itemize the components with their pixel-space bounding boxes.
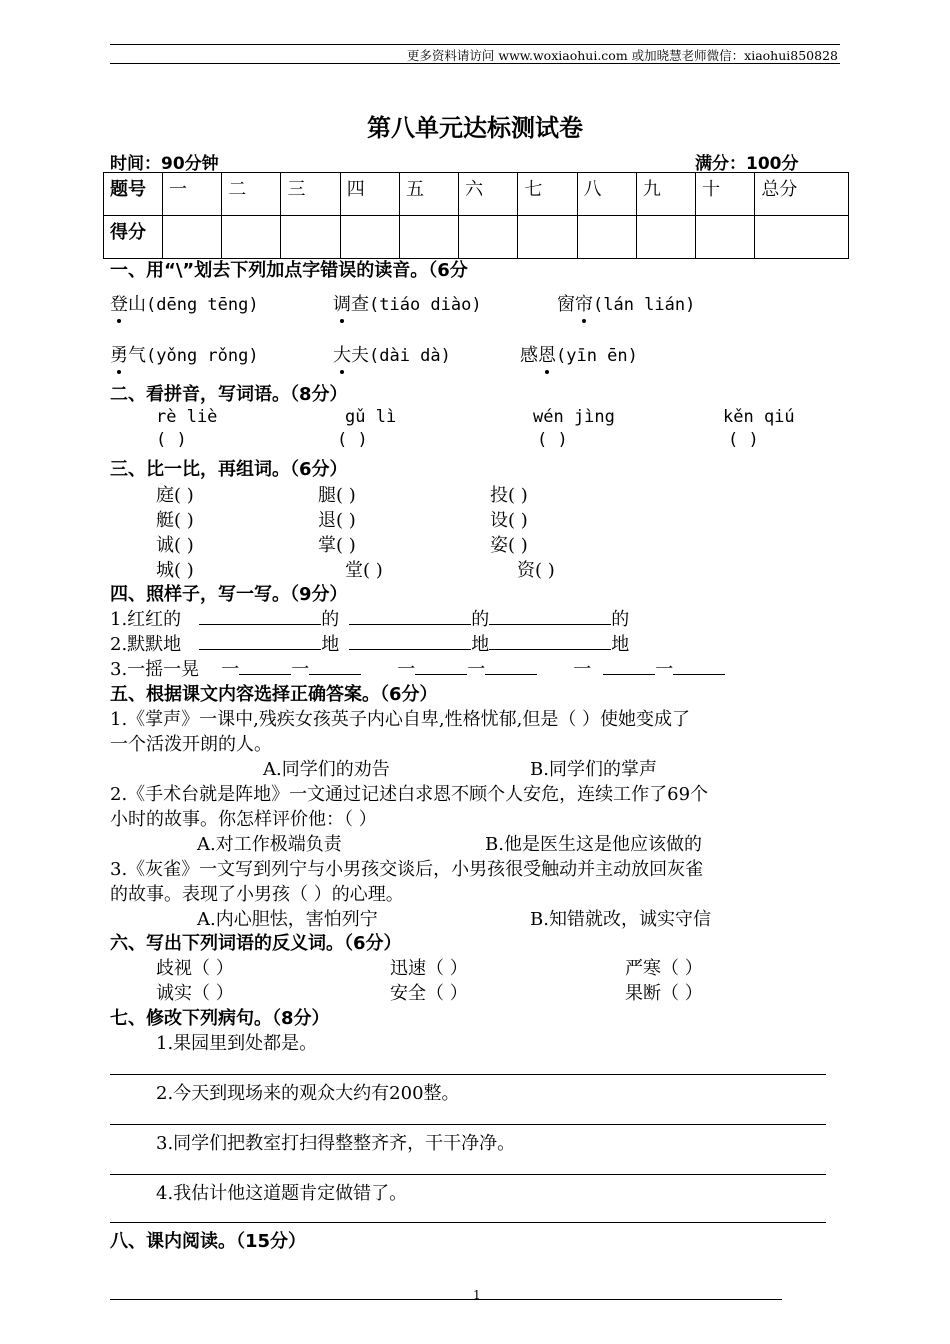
fill-blank[interactable] <box>489 631 611 650</box>
compare-word-blank[interactable]: 城( ) <box>156 560 194 581</box>
score-table-score-row <box>104 216 849 259</box>
question-text: 的故事。表现了小男孩（ ）的心理。 <box>110 884 404 905</box>
compare-word-blank[interactable]: 庭( ) <box>156 485 194 506</box>
section-2-heading: 二、看拼音，写词语。（8分） <box>110 384 348 405</box>
antonym-blank[interactable]: 果断（ ） <box>625 983 703 1004</box>
compare-word-blank[interactable]: 诚( ) <box>156 535 194 556</box>
option-b[interactable]: B.知错就改，诚实守信 <box>530 909 711 930</box>
sick-sentence: 3.同学们把教室打扫得整整齐齐，干干净净。 <box>156 1133 516 1154</box>
yi-char: 一 <box>655 659 674 680</box>
word-char: 夫 <box>351 345 369 366</box>
pattern-suffix: 的 <box>471 609 490 630</box>
section-4-heading: 四、照样子，写一写。（9分） <box>110 584 348 605</box>
score-table <box>103 172 849 259</box>
fill-blank[interactable] <box>415 656 467 675</box>
pinyin-prompt: wén jìng <box>533 407 615 427</box>
pinyin-options: (lán lián) <box>593 295 696 315</box>
score-cell: 三 <box>281 173 340 216</box>
pinyin-item <box>110 341 259 367</box>
answer-line[interactable] <box>110 1174 826 1175</box>
dotted-char: 勇 <box>110 341 128 367</box>
score-blank-cell[interactable] <box>399 216 458 259</box>
answer-line[interactable] <box>110 1124 826 1125</box>
dotted-char: 大 <box>333 341 351 367</box>
compare-word-blank[interactable]: 堂( ) <box>345 560 383 581</box>
pinyin-item <box>333 290 482 316</box>
question-text: 一个活泼开朗的人。 <box>110 734 272 755</box>
pinyin-item <box>110 290 259 316</box>
score-cell: 九 <box>636 173 695 216</box>
score-cell: 六 <box>459 173 518 216</box>
fill-blank[interactable] <box>239 656 291 675</box>
sick-sentence: 1.果园里到处都是。 <box>156 1033 318 1054</box>
score-cell: 题号 <box>104 173 163 216</box>
fill-blank[interactable] <box>603 656 655 675</box>
fill-blank[interactable] <box>485 656 537 675</box>
header-note: 更多资料请访问 www.woxiaohui.com 或加晓慧老师微信：xiaohui850828 <box>406 48 838 63</box>
score-blank-cell[interactable] <box>340 216 399 259</box>
pattern-example: 2.默默地 <box>110 634 182 655</box>
fill-blank[interactable] <box>309 656 361 675</box>
footer-rule <box>110 1299 782 1300</box>
fill-blank[interactable] <box>489 606 611 625</box>
option-b[interactable]: B.他是医生这是他应该做的 <box>485 834 702 855</box>
word-char: 感 <box>520 345 538 366</box>
answer-line[interactable] <box>110 1222 826 1223</box>
score-blank-cell[interactable] <box>518 216 577 259</box>
score-blank-cell[interactable] <box>163 216 222 259</box>
option-a[interactable]: A.内心胆怯，害怕列宁 <box>197 909 378 930</box>
pinyin-options: (tiáo diào) <box>369 295 482 315</box>
score-blank-cell[interactable] <box>222 216 281 259</box>
score-cell: 二 <box>222 173 281 216</box>
score-blank-cell[interactable] <box>696 216 755 259</box>
score-cell: 七 <box>518 173 577 216</box>
yi-char: 一 <box>291 659 310 680</box>
question-text: 小时的故事。你怎样评价他：（ ） <box>110 809 377 830</box>
pinyin-item <box>333 341 451 367</box>
section-6-heading: 六、写出下列词语的反义词。（6分） <box>110 933 402 954</box>
pinyin-prompt: gǔ lì <box>345 407 397 427</box>
score-cell: 十 <box>696 173 755 216</box>
score-blank-cell[interactable] <box>281 216 340 259</box>
answer-blank[interactable]: ( ) <box>156 430 187 450</box>
compare-word-blank[interactable]: 设( ) <box>490 510 528 531</box>
page-title: 第八单元达标测试卷 <box>367 114 583 142</box>
score-cell: 五 <box>399 173 458 216</box>
header-rule-bottom <box>110 63 840 64</box>
section-8-heading: 八、课内阅读。（15分） <box>110 1231 307 1252</box>
option-b[interactable]: B.同学们的掌声 <box>530 759 657 780</box>
word-char: 气 <box>128 345 146 366</box>
word-char: 查 <box>351 294 369 315</box>
yi-char: 一 <box>573 659 592 680</box>
pattern-line-3 <box>110 655 725 681</box>
word-char: 窗 <box>557 294 575 315</box>
score-cell: 总分 <box>755 173 849 216</box>
pinyin-prompt: rè liè <box>156 407 218 427</box>
pattern-line-2 <box>110 630 629 656</box>
answer-blank[interactable]: ( ) <box>337 430 368 450</box>
yi-char: 一 <box>397 659 416 680</box>
score-cell: 四 <box>340 173 399 216</box>
pinyin-item <box>557 290 695 316</box>
question-text: 1.《掌声》一课中,残疾女孩英子内心自卑,性格忧郁,但是（ ）使她变成了 <box>110 709 691 730</box>
pinyin-options: (yīn ēn) <box>556 346 638 366</box>
answer-blank[interactable]: ( ) <box>537 430 568 450</box>
pinyin-options: (dēng tēng) <box>146 295 259 315</box>
pinyin-options: (dài dà) <box>369 346 451 366</box>
pattern-suffix: 的 <box>321 609 340 630</box>
score-row-label: 得分 <box>104 216 163 259</box>
score-cell: 八 <box>577 173 636 216</box>
header-rule-top <box>110 44 840 45</box>
section-1-heading: 一、用“\”划去下列加点字错误的读音。（6分 <box>110 260 468 281</box>
section-7-heading: 七、修改下列病句。（8分） <box>110 1008 330 1029</box>
compare-word-blank[interactable]: 姿( ) <box>490 535 528 556</box>
pattern-example: 3.一摇一晃 <box>110 659 200 680</box>
pattern-suffix: 的 <box>611 609 630 630</box>
fill-blank[interactable] <box>199 631 321 650</box>
section-5-heading: 五、根据课文内容选择正确答案。（6分） <box>110 684 438 705</box>
fill-blank[interactable] <box>199 606 321 625</box>
pattern-suffix: 地 <box>611 634 630 655</box>
time-label: 时间：90分钟 <box>110 154 219 174</box>
compare-word-blank[interactable]: 掌( ) <box>318 535 356 556</box>
antonym-blank[interactable]: 安全（ ） <box>390 983 468 1004</box>
option-a[interactable]: A.对工作极端负责 <box>197 834 342 855</box>
section-3-heading: 三、比一比，再组词。（6分） <box>110 459 348 480</box>
score-table-header-row <box>104 173 849 216</box>
yi-char: 一 <box>467 659 486 680</box>
fill-blank[interactable] <box>349 631 471 650</box>
answer-line[interactable] <box>110 1074 826 1075</box>
pinyin-item <box>520 341 638 367</box>
score-blank-cell[interactable] <box>755 216 849 259</box>
pattern-suffix: 地 <box>471 634 490 655</box>
word-char: 山 <box>128 294 146 315</box>
antonym-blank[interactable]: 严寒（ ） <box>625 958 703 979</box>
sick-sentence: 4.我估计他这道题肯定做错了。 <box>156 1183 408 1204</box>
score-blank-cell[interactable] <box>577 216 636 259</box>
dotted-char: 调 <box>333 290 351 316</box>
score-blank-cell[interactable] <box>459 216 518 259</box>
antonym-blank[interactable]: 诚实（ ） <box>156 983 234 1004</box>
compare-word-blank[interactable]: 资( ) <box>517 560 555 581</box>
fill-blank[interactable] <box>349 606 471 625</box>
antonym-blank[interactable]: 迅速（ ） <box>390 958 468 979</box>
question-text: 2.《手术台就是阵地》一文通过记述白求恩不顾个人安危，连续工作了69个 <box>110 784 709 805</box>
antonym-blank[interactable]: 歧视（ ） <box>156 958 234 979</box>
dotted-char: 帘 <box>575 290 593 316</box>
pattern-suffix: 地 <box>321 634 340 655</box>
pinyin-prompt: kěn qiú <box>723 407 795 427</box>
option-a[interactable]: A.同学们的劝告 <box>263 759 390 780</box>
compare-word-blank[interactable]: 退( ) <box>318 510 356 531</box>
pattern-line-1 <box>110 605 629 631</box>
page-number: 1 <box>473 1288 481 1302</box>
compare-word-blank[interactable]: 艇( ) <box>156 510 194 531</box>
question-text: 3.《灰雀》一文写到列宁与小男孩交谈后，小男孩很受触动并主动放回灰雀 <box>110 859 704 880</box>
score-cell: 一 <box>163 173 222 216</box>
dotted-char: 登 <box>110 290 128 316</box>
pinyin-options: (yǒng rǒng) <box>146 346 259 366</box>
dotted-char: 恩 <box>538 341 556 367</box>
answer-blank[interactable]: ( ) <box>728 430 759 450</box>
sick-sentence: 2.今天到现场来的观众大约有200整。 <box>156 1083 460 1104</box>
score-blank-cell[interactable] <box>636 216 695 259</box>
compare-word-blank[interactable]: 腿( ) <box>318 485 356 506</box>
pattern-example: 1.红红的 <box>110 609 182 630</box>
full-score-label: 满分：100分 <box>695 154 799 174</box>
fill-blank[interactable] <box>673 656 725 675</box>
compare-word-blank[interactable]: 投( ) <box>490 485 528 506</box>
yi-char: 一 <box>221 659 240 680</box>
